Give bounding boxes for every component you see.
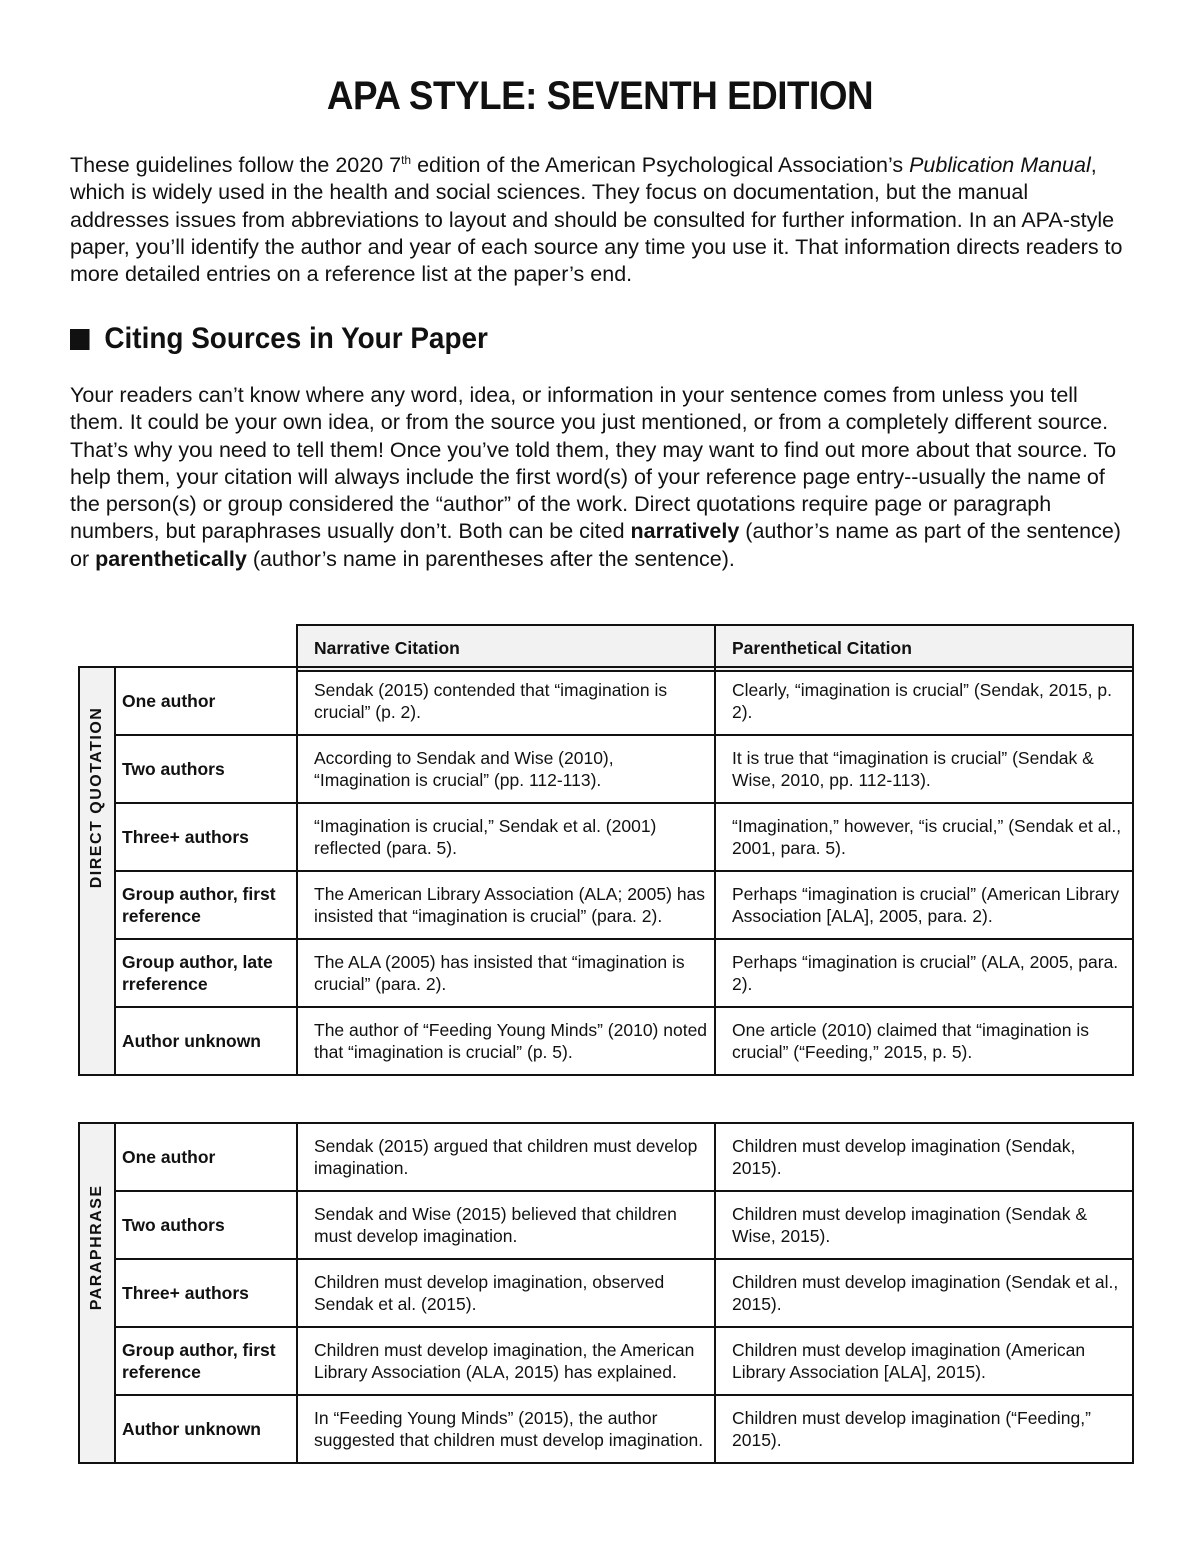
direct-quotation-label: DIRECT QUOTATION: [87, 706, 105, 888]
row-label: One author: [115, 1123, 297, 1191]
table-row: [79, 1191, 1133, 1259]
direct-quotation-side-cell: [79, 667, 115, 1075]
parenthetical-cell: Children must develop imagination (Sendak, 2015).: [715, 1123, 1133, 1191]
citing-paragraph: [70, 382, 1130, 573]
narrative-cell: Sendak and Wise (2015) believed that children must develop imagination.: [297, 1191, 715, 1259]
row-label: Two authors: [115, 735, 297, 803]
citing-text-2: (author’s name as part of the sentence) or: [70, 519, 1121, 571]
paraphrase-side-cell: [79, 1123, 115, 1463]
parenthetical-cell: Clearly, “imagination is crucial” (Sendak, 2015, p. 2).: [715, 667, 1133, 735]
intro-text-3: , which is widely used in the health and social sciences. They focus on documentation, but the manual addresses issues from abbreviations to layout and should be consulted for further information. In an APA-style paper, you’ll identify the author and year of each source any time you use it. That information directs readers to more detailed entries on a reference list at the paper’s end.: [70, 153, 1123, 287]
header-narrative-citation: Narrative Citation: [297, 625, 715, 671]
parenthetical-cell: Perhaps “imagination is crucial” (ALA, 2005, para. 2).: [715, 939, 1133, 1007]
table-row: [79, 667, 1133, 735]
narrative-cell: “Imagination is crucial,” Sendak et al. (2001) reflected (para. 5).: [297, 803, 715, 871]
page-title: APA STYLE: SEVENTH EDITION: [326, 74, 874, 118]
intro-text-2: edition of the American Psychological Association’s: [411, 153, 910, 177]
row-label: Two authors: [115, 1191, 297, 1259]
row-label: Group author, first reference: [115, 871, 297, 939]
table-row: [79, 1123, 1133, 1191]
narrative-cell: According to Sendak and Wise (2010), “Imagination is crucial” (pp. 112-113).: [297, 735, 715, 803]
header-parenthetical-citation: Parenthetical Citation: [715, 625, 1133, 671]
table-header-row: [297, 625, 1133, 671]
citation-table-header: [296, 624, 1134, 672]
citing-text-1: Your readers can’t know where any word, idea, or information in your sentence comes from unless you tell them. It could be your own idea, or from the source you just mentioned, or from a completely different source. That’s why you need to tell them! Once you’ve told them, they may want to find out more about that source. To help them, your citation will always include the first word(s) of your reference page entry--usually the name of the person(s) or group considered the “author” of the work. Direct quotations require page or paragraph numbers, but paraphrases usually don’t. Both can be cited: [70, 383, 1117, 544]
narrative-cell: In “Feeding Young Minds” (2015), the author suggested that children must develop imagination.: [297, 1395, 715, 1463]
narrative-cell: The ALA (2005) has insisted that “imagination is crucial” (para. 2).: [297, 939, 715, 1007]
narrative-cell: Children must develop imagination, observed Sendak et al. (2015).: [297, 1259, 715, 1327]
row-label: Group author, late rreference: [115, 939, 297, 1007]
narrative-cell: Sendak (2015) contended that “imagination is crucial” (p. 2).: [297, 667, 715, 735]
parenthetical-cell: Perhaps “imagination is crucial” (American Library Association [ALA], 2005, para. 2).: [715, 871, 1133, 939]
parenthetical-cell: Children must develop imagination (“Feeding,” 2015).: [715, 1395, 1133, 1463]
table-row: [79, 735, 1133, 803]
paraphrase-label: PARAPHRASE: [87, 1184, 105, 1310]
narrative-cell: The American Library Association (ALA; 2005) has insisted that “imagination is crucial” (para. 2).: [297, 871, 715, 939]
citing-bold-narratively: narratively: [630, 519, 740, 544]
row-label: One author: [115, 667, 297, 735]
intro-text-1: These guidelines follow the 2020 7: [70, 153, 402, 177]
square-bullet-icon: [70, 329, 90, 350]
narrative-cell: Children must develop imagination, the American Library Association (ALA, 2015) has explained.: [297, 1327, 715, 1395]
paraphrase-table: [78, 1122, 1134, 1464]
table-row: [79, 871, 1133, 939]
row-label: Three+ authors: [115, 803, 297, 871]
narrative-cell: The author of “Feeding Young Minds” (2010) noted that “imagination is crucial” (p. 5).: [297, 1007, 715, 1075]
intro-manual-title: Publication Manual: [909, 153, 1091, 177]
row-label: Author unknown: [115, 1007, 297, 1075]
parenthetical-cell: It is true that “imagination is crucial” (Sendak & Wise, 2010, pp. 112-113).: [715, 735, 1133, 803]
parenthetical-cell: One article (2010) claimed that “imagination is crucial” (“Feeding,” 2015, p. 5).: [715, 1007, 1133, 1075]
parenthetical-cell: Children must develop imagination (Sendak et al., 2015).: [715, 1259, 1133, 1327]
row-label: Author unknown: [115, 1395, 297, 1463]
direct-quotation-table: [78, 666, 1134, 1076]
row-label: Group author, first reference: [115, 1327, 297, 1395]
section-heading: [70, 322, 488, 356]
table-row: [79, 1007, 1133, 1075]
citing-text-3: (author’s name in parentheses after the sentence).: [246, 546, 735, 571]
parenthetical-cell: Children must develop imagination (Sendak & Wise, 2015).: [715, 1191, 1133, 1259]
citing-bold-parenthetically: parenthetically: [95, 546, 247, 571]
table-row: [79, 1259, 1133, 1327]
intro-superscript: th: [401, 153, 412, 167]
parenthetical-cell: “Imagination,” however, “is crucial,” (Sendak et al., 2001, para. 5).: [715, 803, 1133, 871]
row-label: Three+ authors: [115, 1259, 297, 1327]
intro-paragraph: [70, 152, 1130, 288]
section-heading-text: Citing Sources in Your Paper: [104, 322, 488, 355]
table-row: [79, 803, 1133, 871]
narrative-cell: Sendak (2015) argued that children must develop imagination.: [297, 1123, 715, 1191]
table-row: [79, 1327, 1133, 1395]
table-row: [79, 1395, 1133, 1463]
table-row: [79, 939, 1133, 1007]
parenthetical-cell: Children must develop imagination (American Library Association [ALA], 2015).: [715, 1327, 1133, 1395]
